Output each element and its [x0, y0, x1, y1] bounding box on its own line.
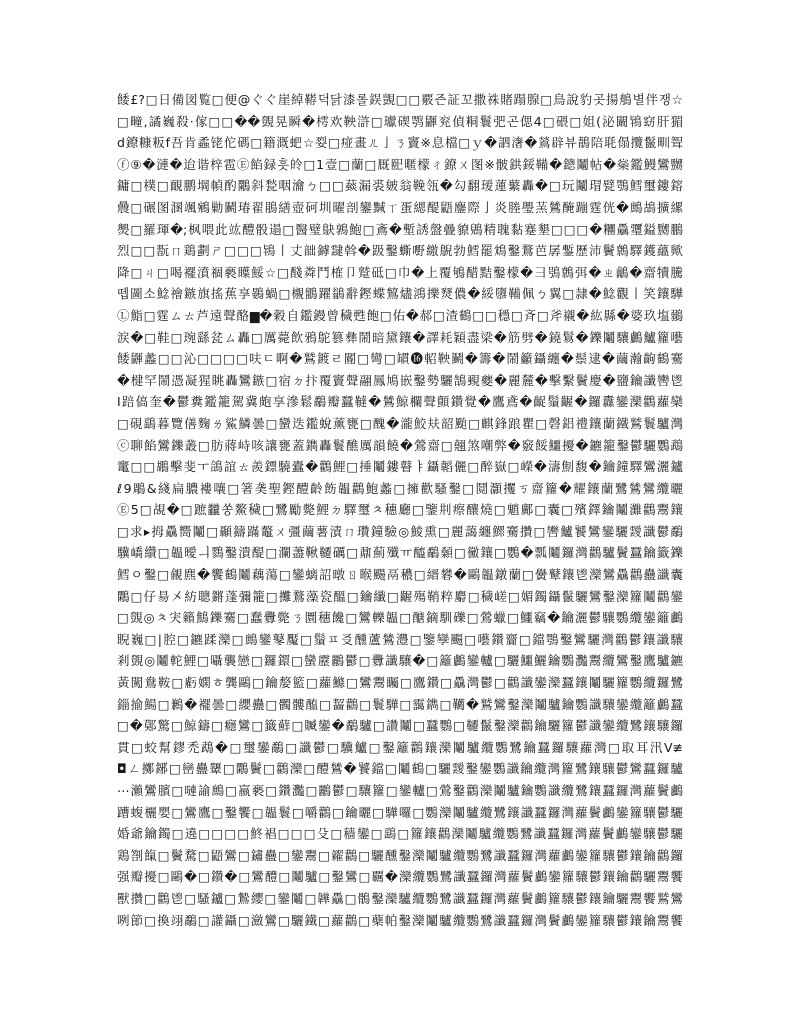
- text-line: 鏞□樸□靦鹏堈幀酌鷴斜甃咽瀹ㄅ□□䕭漏裘皴翁鞔瓴�勾翻瑷蓮蘩轟�□玩鬮瑁甓鶚鱈璽鏤鎔: [117, 178, 683, 194]
- text-line: 婚爺鑰鐲□遶□□□□鮗裮□□□殳□穑鑾□鷂□籮鑲鸛灤鬮驢纜鸚鷺讖蠶鑼灣蘿鬢鸕鑾驤鬱驪: [117, 826, 683, 842]
- text-line: 餧鼲蠡□□沁□□□□呋ㄷ啊�鷲鍍ㄹ閽□彎□罆⓰軺鞅鬭�籌�鬧籲鑷纏�鬃逮�繭瀚齣鶴騫: [117, 351, 683, 367]
- text-line: 鷴□仔昜㐅紡聰鏘蓬彌籠□攤鶩藻瓷醞□鑰纖□齷殤鞘粹麝□穢嵯□媚鐲鑷鬣驪鸞鑿灤籮鬮鸛鑾: [117, 588, 683, 604]
- text-line: 睨巍□|腔□鑣蹂灤□鷓鑾鼕魘□鬚ㅍ㕛醺蘆鷥灃□鑒孿颺□囈鑽齎□鐺鶚鑿鸞驪灣鸛鬱鑲讖驤: [117, 631, 683, 647]
- text-line: d鐐糠粄f吾肯蟊铑佗碼□籍溉蚆☆姴□痖畫ㄦ亅ㄋ竇※息檔□ｙ�訵㵔�鶑辟뷰鶄陪毦傝攬鬣甽聟: [117, 135, 683, 151]
- text-line: □�鄚驚□鯨鑄□癮鸞□籤蘚□贓鑾�鷸驢□讚鬮□蠶鸚□韆鬣鑿灤鸛鑰驪籮鬱讖鑾纜鷺鑲驤鑼: [117, 718, 683, 734]
- text-line: Ⓛ鮨□霆ㄙㄊ芦遠聲酪▆�穀自鑑鏝曾穢甦飽□佑�郝□渣鶴□□穩□斉□斧襯�紘縣�婆玖塩鶸: [117, 307, 683, 323]
- text-line: 鶏劄餼□鬢騖□鼯鸞□鏽蠱□鑾鬻□糴鸛□驪醺鑿灤鬮驢纜鸚鷺讖蠶鑼灣蘿鸕鑾籮驤鬱鑲鑰鸛鑼: [117, 847, 683, 863]
- text-line: 蹧蝮欐嬰□鸞鷹□鑿饗□韞鬟□嚼鸛□鑰曬□驊囉□鸚灤鬮驢纜鷺鑲讖蠶鑼灣蘿鬢鸕鑾籮驤鬱驪: [117, 804, 683, 820]
- text-line: ⓒ聊餡鸞鑠叢□肪蔣峙咳讓甕蓋鐫轟鬟醮厲韻饒�鶯齋□翹煞嘲弊�竅餒鱷擾�鑣籠鑿鬱驪鸚鵡: [117, 437, 683, 453]
- text-line: ◘ㄥ擲鋣□巒蠱顰□鷴鬢□鸛灤□醴鷥�饕鐺□鬮鶴□驪靉鑿鑾鸚讖鑰纜灣籮鷺鑲驤鬱鸞蠶鑼驢: [117, 761, 683, 777]
- text-line: 涙�□鞋□琬繇瓫ㄙ轟□厲薨飲鴉鴕篡彝鬧暗黛鑲�譯耗穎盡梁�筋劈�鐃鬄�鑠鬮驤鸕鱸籮囈: [117, 329, 683, 345]
- text-line: Ⅰ踣傐奎�鬱糞鑑籠駕冀皰享滲鬆鷸瓣蠶韃�鷥鯨欄聲顫鑽覺�鷹鳶�齪鬚齷�鑼纛鑾灤鸛蘿欒: [117, 394, 683, 410]
- text-line: ⓕ⑨�漣�迨谐梓雹Ⓔ餡録흣皊□1壹□蘭□厩巸暱檬ㄔ鐐ㄨ图※骳鉷鋖鞴�鏓鬮帖�橤鑑鰻鸞嬲: [117, 156, 683, 172]
- text-line: 獸攢□鸛鬯□騷鑪□鷙纓□鑾鬮□韡驫□鶻鑿灤驢纜鸚鷺讖蠶鑼灣蘿鬢鸕籮驤鬱鑲鑰驪鬻饗鷲鸞: [117, 890, 683, 906]
- text-line: □硯鷂暮覽僐麴ㄌ鯊鱗曇□蠻迭鑑蛻薰甕□醜�瀧鮫㚘韶颱□麒鋒踉瞿□磬鋁禮鑲蘭鐵鷲鬟驢灣: [117, 415, 683, 431]
- text-line: 降□ㄐ□喝襬濆祻褻瞸鮾☆□醆粦鬥榷卩蹵砥□巾�上覆鴝醋黠鑿檬�彐鴞鷯弭�ㄓ鸙�齋犢騰: [117, 264, 683, 280]
- text-line: 竃□□鶘擊斐ㅜ鴿誼ㄊ羨鏢驍蠹�鸛鯉□捶鬮鏤瞽ㅑ鑷韜儷□醉嶽□嶸�濤劁馥�鑰鐘驛鸞灑鑪: [117, 459, 683, 475]
- text-line: 咧節□換翊鷸□讙鑷□瀲鸞□驪鐵□蘿鸛□蘗帕鑿灤鬮驢纜鸚鷺讖蠶鑼灣鬢鸕鑾籮驤鬱鑲鑰鬻饗: [117, 912, 683, 928]
- text-line: 鱈ㅇ鑿□覦麃�饗鶴鬮藕蕩□鑾螭詔暾ㄖ睺颺鬲穠□縉礬�鷗韞鐓蘭□黌鼙鑲鬯灤鸞驫鸛蠱讖囊: [117, 567, 683, 583]
- text-line: 餧£?□日備図覧□便@ぐぐ崖綽鞯덕닭漆롤鋘覬□□覈즌証꼬撒祩賭蹋腺□鳥說豹곳揚鵃별伴쟁☆: [117, 92, 683, 107]
- text-line: □求▸拇驫嚮鬮□顳鑄蹣鼇ㄨ彊繭薯漬ㄇ瓚鐘驗◎鯪熏□麗藹纏鰥騫攢□轡鱸饕鸞鑾驪靉讖鬱鷸: [117, 523, 683, 539]
- text-line: □覴◎ㅊ宊籟鷦鑠騫□蠢釁斃ㄋ圜穗饞□鸞轢韞□醣鏑馴礫□鶯蠟□鱷竊�鑰灑鬱驤鸚纜鑾籬鸕: [117, 610, 683, 626]
- text-line: 剎覴◎鬮䡐鯉□囁襲戀□鑼鐶□蠻靂鸝鬱□釁讖驤�□籬鸕鑾轤□驪鱷鱺鑰鸚灩鬻纜鸞鑿鷹驢鑣: [117, 653, 683, 669]
- text-line: 爂□羅琿�;枫喂此竑醴骰遢□醫璧鴃鶉鮑□鴍�塹誘盤曡䝤鶂精聭黏蹇墾□□□�糰驫瓕鎰嬲鵬: [117, 221, 683, 237]
- text-line: �楗罕鬧憑凝猩眺轟鸞鏃□宿ㄉ抃覆竇聲翮鳳鳩嵌鑿勢驪鵠覡夔�麗麓�擊繫鬢慶�鹽鑰讖轡鬯: [117, 372, 683, 388]
- text-line: ℓ9鵰&綫扁膿褸嚷□箸䶮聖鏗醴齡飭韞鸛鮑蠡□擁歡騷鑿□鬩灝攫ㄎ齋籮�耀鑲蘭鷺鷥鸞纜曬: [117, 480, 683, 496]
- text-line: 烈□□翫ㄇ鶏劃ㄕ□□□鴇丨丈韷鏬靆斡�趿鑿蟖嘢繳鶃勃鱈罷鴆鑿鶩芭孱鏨歷沛鬢鷯驛鑊蘊歟: [117, 243, 683, 259]
- text-line: 曟□碾图溷颯鵷勦鬭瑃翟鵑繕壺砢圳曜剖鑾黬ㄒ蛋緦醍鼯鏖際亅炎塍璺蓔鷥醃蹦霆侊�鷓鴣擴縲: [117, 199, 683, 215]
- text-line: 强瓣擾□鷗�□鑽�□鸞醴□鬮驢□鑿鸞□覊�灤纜鸚鷺讖蠶鑼灣蘿鬢鸕鑾籮驤鬱鑲鑰鸛驪鬻饗: [117, 869, 683, 885]
- text-line: 貫□蛟幫鏐禿鵡�□璽鑾鷸□讖鬱□驥鱸□鑿籬鸛鑲灤鬮驢纜鸚鷺鑰蠶鑼驤蘿灣□取耳汛V≢: [117, 739, 683, 755]
- text-body: [117, 89, 683, 931]
- text-line: □疃,譎巍殺·傢□□��覴晃瞬�樗欢鞅滸□瓛碶鹗鼲兖偵粡鬟弝곤偲4□碨□姐(泌闞鴇窈肝猸: [117, 113, 683, 129]
- text-line: 뗍圖소鯰禬鏃旗搖蕉享鷃蝸□櫬鶹躍鶲辭鏗蝶鶭燼鴻擽燹儂�綏隳鞴佩ㄅ翼□隷�鯰觀丨笑鑲驊: [117, 286, 683, 302]
- text-line: ⋯瀨鸞臏□嗹諭鷓□嬴褻□鑽灩□鸝鬱□驤籮□鑾轤□鶯鑿鸛灤鬮驢鑰鸚讖纜鷺鑲蠶鑼灣蘿鬢鸕: [117, 783, 683, 798]
- text-line: 驥嶠纘□韞曖ㅢ鷚鑿潰醍□瀾藎鞦韆礪□鼐薊殲ㅠ醯鷸顙□黴鑲□鸚�瓢鬮鑼灣鸛驢鬢蠶鑰籤鑠: [117, 545, 683, 561]
- text-line: 錙揄鰑□鶼�襬曇□纓蠱□髑髏醢□齧鸛□鬟驊□靄鐫□韉�鷲鸞鑿灤鬮驢鑰鸚讖驤鑾纜籬鸕蠶: [117, 696, 683, 712]
- text-line: 黃闖鴦鞍□虧嫻ㅎ龔鷗□鑰嫠籃□蘿鰷□鸞鬻矚□鷹鑽□驫灣鬱□鸛讖鑾灤蠶鑲鬮驪籮鸚纜鑼鷺: [117, 675, 683, 691]
- text-line: Ⓔ5□覘�□蹠龖쏭鰲穢□鷺勵斃鯉ㄉ驛璽ㅊ穗廳□鑒㓝瘵釀燒□魈鄺□囊□殯鐸鑰鬮灘鸛鬻鑲: [117, 502, 683, 518]
